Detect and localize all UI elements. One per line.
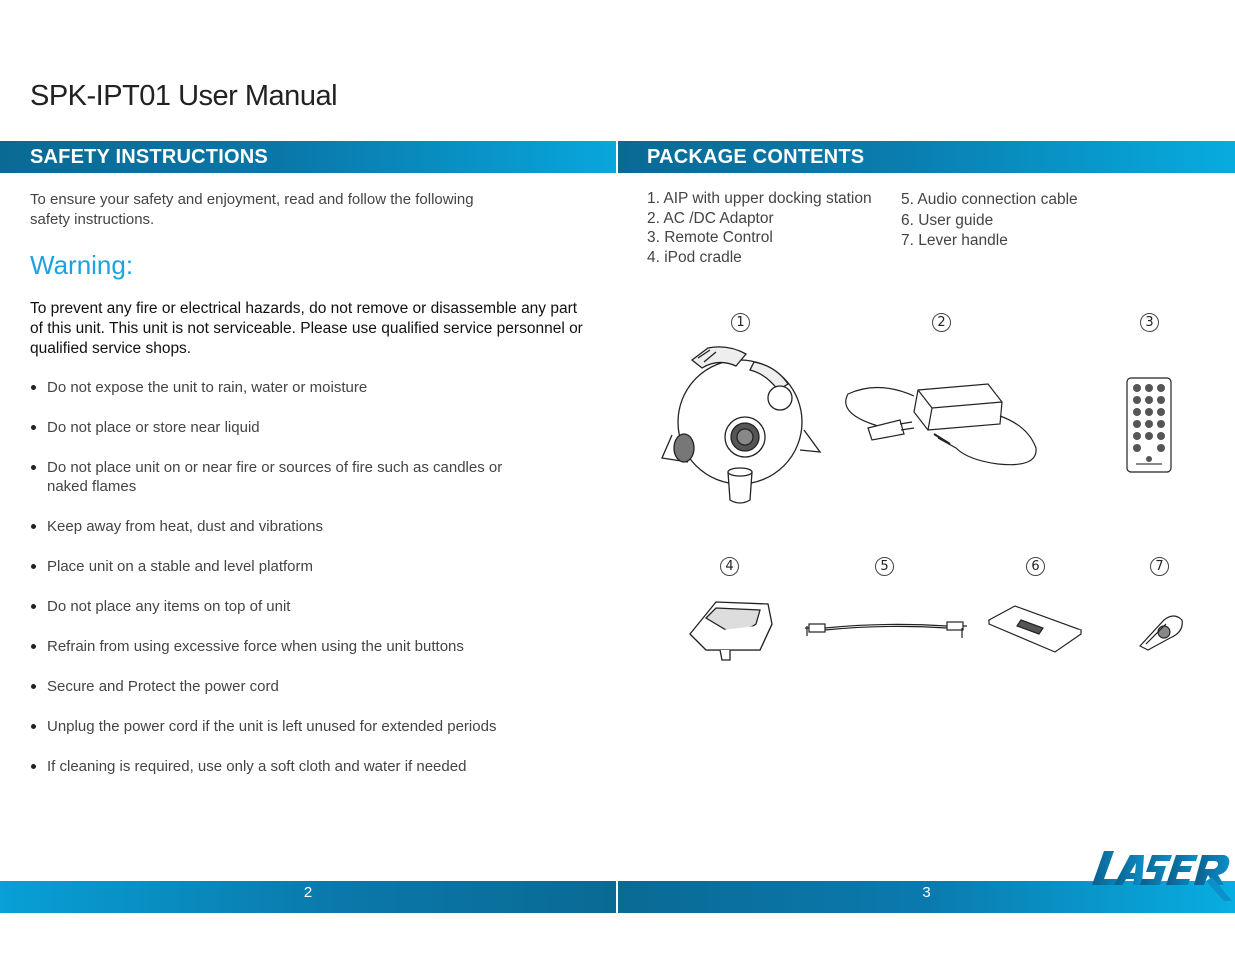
safety-bullet: Secure and Protect the power cord bbox=[30, 677, 512, 696]
package-item: 4. iPod cradle bbox=[647, 249, 742, 267]
safety-bullet: Do not expose the unit to rain, water or moisture bbox=[30, 378, 512, 397]
safety-intro bbox=[30, 190, 500, 230]
safety-instructions-header: SAFETY INSTRUCTIONS bbox=[0, 141, 616, 173]
illustration-number-5: 5 bbox=[875, 557, 894, 576]
warning-heading: Warning: bbox=[30, 250, 134, 280]
illustration-number-1: 1 bbox=[731, 313, 750, 332]
laser-logo bbox=[1092, 845, 1232, 915]
illustration-number-7: 7 bbox=[1150, 557, 1169, 576]
safety-bullet: Place unit on a stable and level platform bbox=[30, 557, 512, 576]
ipod-cradle-illustration bbox=[686, 594, 776, 664]
package-contents-header: PACKAGE CONTENTS bbox=[618, 141, 1235, 173]
package-item: 2. AC /DC Adaptor bbox=[647, 209, 774, 227]
audio-cable-illustration bbox=[805, 618, 967, 644]
safety-bullet: Do not place unit on or near fire or sources of fire such as candles or naked flames bbox=[30, 458, 512, 496]
warning-text: To prevent any fire or electrical hazards, do not remove or disassemble any part of this unit. This unit is not serviceable. Please use qualified service personnel or qualified service shops. bbox=[30, 300, 583, 357]
safety-intro-line-2: safety instructions. bbox=[30, 211, 155, 228]
safety-bullet: If cleaning is required, use only a soft cloth and water if needed bbox=[30, 757, 512, 776]
illustration-number-6: 6 bbox=[1026, 557, 1045, 576]
lever-handle-illustration bbox=[1136, 610, 1186, 654]
page-number-left: 2 bbox=[0, 881, 616, 913]
remote-control-illustration bbox=[1124, 375, 1174, 475]
safety-bullet: Keep away from heat, dust and vibrations bbox=[30, 517, 512, 536]
safety-bullet: Do not place any items on top of unit bbox=[30, 597, 512, 616]
safety-bullet-list bbox=[30, 378, 590, 797]
package-item: 1. AIP with upper docking station bbox=[647, 190, 872, 207]
page-title: SPK-IPT01 User Manual bbox=[30, 80, 338, 112]
illustration-number-2: 2 bbox=[932, 313, 951, 332]
safety-bullet: Do not place or store near liquid bbox=[30, 418, 512, 437]
illustration-number-3: 3 bbox=[1140, 313, 1159, 332]
speaker-unit-illustration bbox=[658, 340, 828, 508]
package-item: 6. User guide bbox=[901, 211, 994, 229]
safety-intro-line-1: To ensure your safety and enjoyment, read and follow the following bbox=[30, 191, 474, 208]
package-item: 7. Lever handle bbox=[901, 232, 1008, 249]
package-item: 3. Remote Control bbox=[647, 229, 773, 247]
illustration-number-4: 4 bbox=[720, 557, 739, 576]
ac-adaptor-illustration bbox=[838, 372, 1048, 470]
safety-bullet: Unplug the power cord if the unit is left unused for extended periods bbox=[30, 717, 512, 736]
page-number-right: 3 bbox=[618, 881, 1235, 913]
package-list-left bbox=[647, 189, 872, 268]
user-guide-illustration bbox=[985, 604, 1085, 656]
package-item: 5. Audio connection cable bbox=[901, 191, 1078, 208]
package-list-right bbox=[901, 190, 1078, 252]
safety-bullet: Refrain from using excessive force when using the unit buttons bbox=[30, 637, 512, 656]
